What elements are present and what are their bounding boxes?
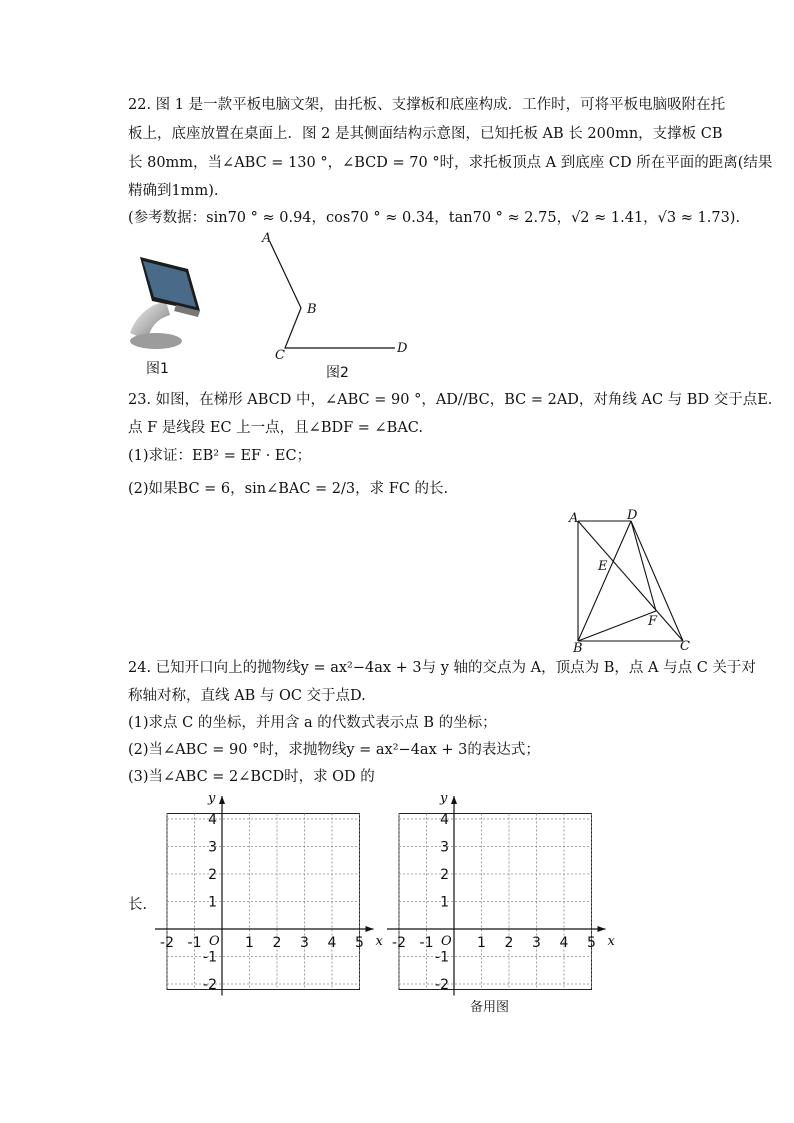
- q24-line-5: (3)当∠ABC = 2∠BCD时，求 OD 的: [128, 769, 375, 785]
- q22-line-3: 长 80mm，当∠ABC = 130 °，∠BCD = 70 °时，求托板顶点 A 到底座 CD 所在平面的距离(结果: [128, 155, 773, 171]
- x-tick-label: 4: [327, 935, 337, 951]
- y-axis-label: y: [208, 791, 216, 806]
- x-tick-label: 3: [532, 935, 541, 951]
- trap-label-d: D: [627, 508, 638, 523]
- y-axis-label: y: [440, 791, 448, 806]
- fig2-label-d: D: [397, 341, 408, 356]
- y-tick-label: 2: [440, 867, 449, 883]
- x-tick-label: -2: [392, 935, 406, 951]
- q23-line-1: 23. 如图，在梯形 ABCD 中，∠ABC = 90 °，AD//BC，BC = 2AD，对角线 AC 与 BD 交于点E.: [128, 392, 773, 408]
- fig2-label-a: A: [262, 231, 272, 246]
- y-axis-arrow: [219, 796, 225, 804]
- x-axis-arrow: [598, 926, 606, 932]
- y-tick-label: -2: [435, 977, 449, 993]
- trap-label-c: C: [680, 639, 690, 654]
- y-tick-label: 4: [208, 812, 217, 828]
- x-axis-label: x: [607, 934, 615, 949]
- x-tick-label: 5: [355, 935, 364, 951]
- tablet-stand-image: [126, 255, 206, 355]
- coordinate-grid-1: [155, 790, 383, 995]
- x-tick-label: 1: [245, 935, 254, 951]
- q24-line-4: (2)当∠ABC = 90 °时，求抛物线y = ax²−4ax + 3的表达式；: [128, 742, 540, 758]
- x-tick-label: 4: [559, 935, 569, 951]
- x-tick-label: 1: [477, 935, 486, 951]
- q23-line-4: (2)如果BC = 6，sin∠BAC = 2/3，求 FC 的长.: [128, 481, 449, 497]
- trap-label-e: E: [598, 559, 608, 574]
- q23-line-2: 点 F 是线段 EC 上一点，且∠BDF = ∠BAC.: [128, 420, 423, 436]
- trap-label-f: F: [648, 614, 658, 629]
- x-tick-label: -1: [187, 935, 202, 951]
- x-tick-label: 2: [504, 935, 514, 951]
- q24-line-3: (1)求点 C 的坐标，并用含 a 的代数式表示点 B 的坐标；: [128, 715, 497, 731]
- y-tick-label: -1: [203, 949, 217, 966]
- fig1-caption: 图1: [146, 361, 169, 377]
- x-tick-label: 3: [300, 935, 309, 951]
- fig2-diagram: [255, 228, 415, 363]
- fig2-label-b: B: [307, 302, 317, 317]
- x-axis-arrow: [366, 926, 374, 932]
- trapezoid-diagram: [563, 505, 698, 655]
- y-tick-label: 3: [440, 839, 449, 856]
- q22-line-4: 精确到1mm).: [128, 183, 219, 199]
- x-tick-label: -2: [160, 935, 174, 951]
- q22-line-5: (参考数据：sin70 ° ≈ 0.94，cos70 ° ≈ 0.34，tan70 ° ≈ 2.75，√2 ≈ 1.41，√3 ≈ 1.73).: [128, 210, 741, 226]
- trap-label-b: B: [573, 641, 583, 656]
- fig2-caption: 图2: [326, 365, 349, 381]
- x-axis-label: x: [375, 934, 383, 949]
- fig2-label-c: C: [275, 348, 285, 363]
- coordinate-grid-2: [387, 790, 615, 995]
- q24-line-6: 长.: [128, 897, 148, 913]
- q23-line-3: (1)求证：EB² = EF · EC；: [128, 448, 312, 464]
- spare-figure-caption: 备用图: [470, 1000, 510, 1015]
- x-tick-label: 2: [272, 935, 282, 951]
- trap-label-a: A: [569, 511, 579, 526]
- x-tick-label: -1: [419, 935, 434, 951]
- y-tick-label: 3: [208, 839, 217, 856]
- y-axis-arrow: [451, 796, 457, 804]
- origin-label: O: [209, 934, 220, 949]
- y-tick-label: 1: [208, 894, 217, 911]
- y-tick-label: -1: [435, 949, 449, 966]
- q22-line-2: 板上，底座放置在桌面上．图 2 是其侧面结构示意图，已知托板 AB 长 200mn，支撑板 CB: [128, 126, 723, 142]
- y-tick-label: 4: [440, 812, 449, 828]
- y-tick-label: -2: [203, 977, 217, 993]
- x-tick-label: 5: [587, 935, 596, 951]
- origin-label: O: [441, 934, 452, 949]
- y-tick-label: 1: [440, 894, 449, 911]
- q24-line-1: 24. 已知开口向上的抛物线y = ax²−4ax + 3与 y 轴的交点为 A，顶点为 B，点 A 与点 C 关于对: [128, 660, 756, 676]
- q24-line-2: 称轴对称，直线 AB 与 OC 交于点D.: [128, 688, 366, 704]
- y-tick-label: 2: [208, 867, 217, 883]
- q22-line-1: 22. 图 1 是一款平板电脑文架，由托板、支撑板和底座构成．工作时，可将平板电脑吸附在托: [128, 97, 726, 113]
